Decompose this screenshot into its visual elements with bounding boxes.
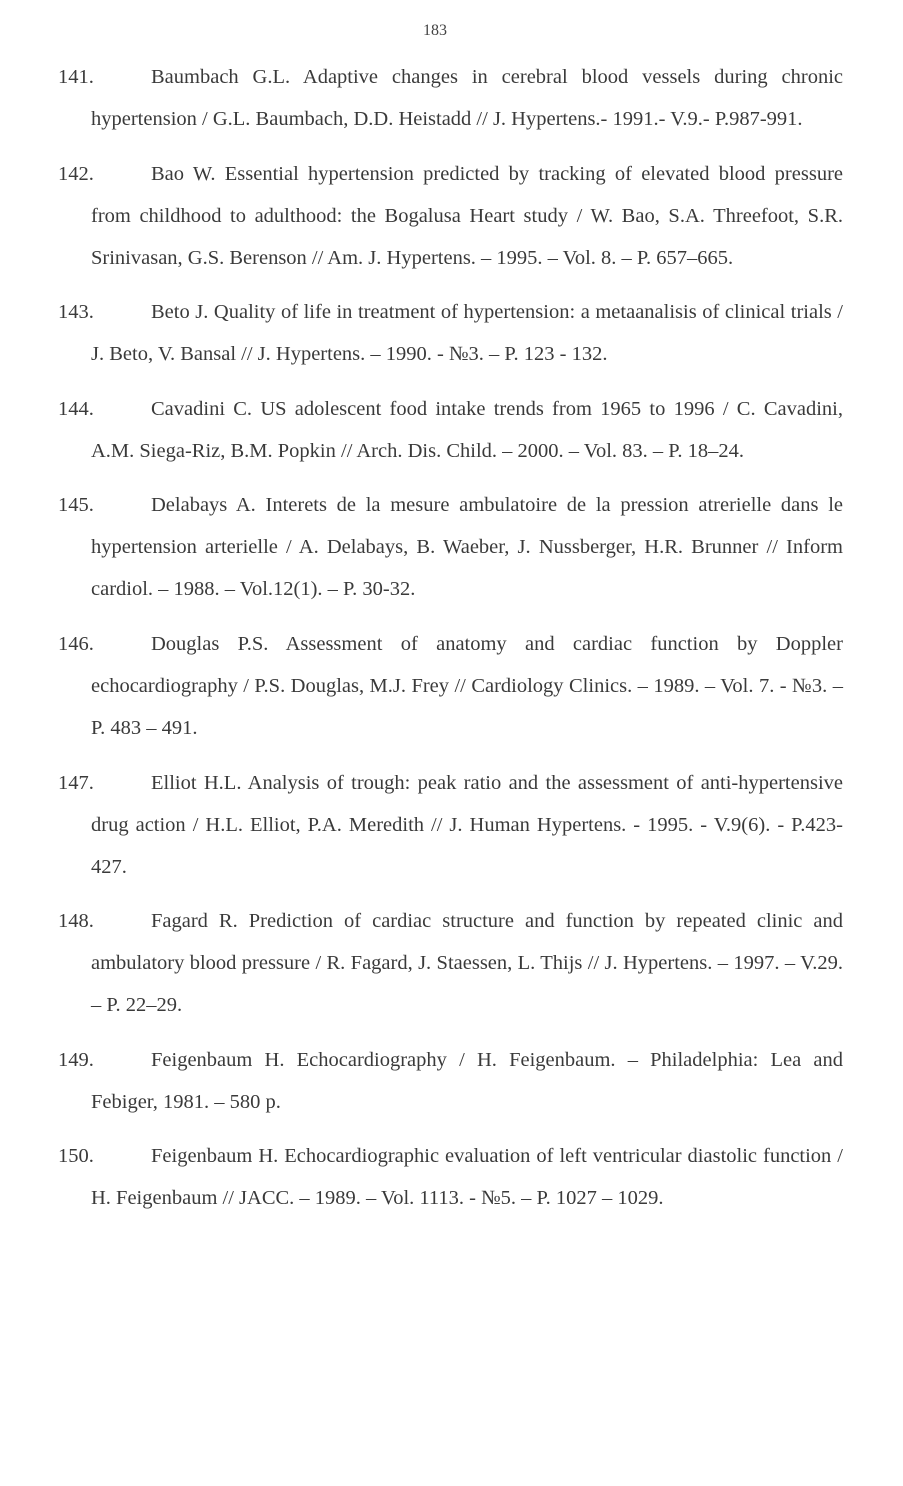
reference-text: Delabays A. Interets de la mesure ambulatoire de la pression atrerielle dans le hypertension arterielle / A. Delabays, B. Waeber, J. Nussberger, H.R. Brunner // Inform cardiol. – 1988. – Vol.12(1). – P. 30-32. xyxy=(91,494,843,601)
reference-text: Cavadini C. US adolescent food intake trends from 1965 to 1996 / C. Cavadini, A.M. Siega-Riz, B.M. Popkin // Arch. Dis. Child. – 2000. – Vol. 83. – P. 18–24. xyxy=(91,397,843,462)
reference-item xyxy=(0,623,903,749)
reference-number: 150. xyxy=(58,1145,94,1168)
reference-text: Douglas P.S. Assessment of anatomy and cardiac function by Doppler echocardiography / P.S. Douglas, M.J. Frey // Cardiology Clinics. – 1989. – Vol. 7. - №3. – P. 483 – 491. xyxy=(91,632,843,739)
reference-item xyxy=(0,1039,903,1123)
reference-list xyxy=(0,56,903,1232)
reference-number: 149. xyxy=(58,1048,94,1071)
reference-item xyxy=(0,1135,903,1219)
reference-number: 145. xyxy=(58,494,94,517)
reference-text: Beto J. Quality of life in treatment of hypertension: a metaanalisis of clinical trials / J. Beto, V. Bansal // J. Hypertens. – 1990. - №3. – P. 123 - 132. xyxy=(91,301,843,366)
reference-item xyxy=(0,291,903,375)
reference-text: Fagard R. Prediction of cardiac structure and function by repeated clinic and ambulatory blood pressure / R. Fagard, J. Staessen, L. Thijs // J. Hypertens. – 1997. – V.29. – P. 22–29. xyxy=(91,910,843,1017)
reference-text: Feigenbaum H. Echocardiography / H. Feigenbaum. – Philadelphia: Lea and Febiger, 1981. – 580 p. xyxy=(91,1048,843,1113)
reference-item xyxy=(0,56,903,140)
reference-number: 144. xyxy=(58,397,94,420)
reference-number: 148. xyxy=(58,910,94,933)
reference-number: 147. xyxy=(58,771,94,794)
reference-text: Baumbach G.L. Adaptive changes in cerebral blood vessels during chronic hypertension / G.L. Baumbach, D.D. Heistadd // J. Hypertens.- 1991.- V.9.- P.987-991. xyxy=(91,66,843,130)
reference-number: 141. xyxy=(58,66,94,88)
reference-number: 146. xyxy=(58,632,94,655)
reference-text: Bao W. Essential hypertension predicted by tracking of elevated blood pressure from childhood to adulthood: the Bogalusa Heart study / W. Bao, S.A. Threefoot, S.R. Srinivasan, G.S. Berenson // Am. J. Hypertens. – 1995. – Vol. 8. – P. 657–665. xyxy=(91,162,843,269)
reference-item xyxy=(0,762,903,888)
reference-number: 142. xyxy=(58,162,94,185)
reference-item xyxy=(0,484,903,610)
reference-text: Feigenbaum H. Echocardiographic evaluation of left ventricular diastolic function / H. Feigenbaum // JACC. – 1989. – Vol. 1113. - №5. – P. 1027 – 1029. xyxy=(91,1145,843,1210)
reference-number: 143. xyxy=(58,301,94,324)
reference-item xyxy=(0,388,903,472)
page-number: 183 xyxy=(423,22,447,39)
reference-item xyxy=(0,900,903,1026)
reference-item xyxy=(0,153,903,279)
reference-text: Elliot H.L. Analysis of trough: peak ratio and the assessment of anti-hypertensive drug action / H.L. Elliot, P.A. Meredith // J. Human Hypertens. - 1995. - V.9(6). - P.423-427. xyxy=(91,771,843,878)
